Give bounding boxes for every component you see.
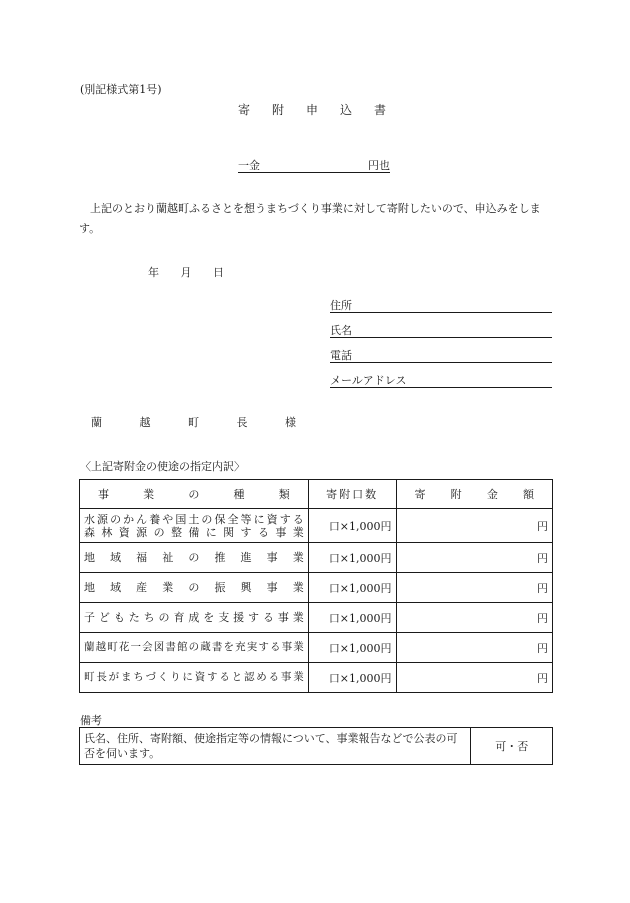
address-label: 住所 — [330, 299, 352, 312]
project-name — [80, 509, 309, 543]
usage-table-header — [80, 480, 553, 509]
header-units: 寄附口数 — [308, 480, 396, 509]
units-cell[interactable]: 口×1,000円 — [308, 573, 396, 603]
project-name: 地域産業の振興事業 — [80, 573, 309, 603]
table-row — [80, 509, 553, 543]
project-name-line2: 森林資源の整備に関する事業 — [84, 525, 304, 539]
application-statement — [79, 199, 554, 239]
remarks-title: 備考 — [80, 714, 102, 727]
address-field[interactable] — [330, 297, 552, 313]
amount-field[interactable] — [238, 157, 390, 173]
email-label: メールアドレス — [330, 374, 407, 387]
amount-suffix: 円也 — [368, 159, 390, 172]
header-amount: 寄附金額 — [396, 480, 552, 509]
units-cell[interactable]: 口×1,000円 — [308, 603, 396, 633]
units-cell[interactable]: 口×1,000円 — [308, 543, 396, 573]
amount-cell[interactable]: 円 — [396, 633, 552, 663]
table-row — [80, 573, 553, 603]
name-label: 氏名 — [330, 324, 352, 337]
amount-cell[interactable]: 円 — [396, 663, 552, 693]
units-cell[interactable]: 口×1,000円 — [308, 633, 396, 663]
date-line[interactable]: 年 月 日 — [148, 266, 226, 279]
amount-cell[interactable]: 円 — [396, 509, 552, 543]
form-number: (別記様式第1号) — [80, 83, 162, 96]
project-name: 町長がまちづくりに資すると認める事業 — [80, 663, 309, 693]
amount-cell[interactable]: 円 — [396, 603, 552, 633]
project-name-line1: 水源のかん養や国土の保全等に資する — [84, 512, 304, 526]
table-row — [80, 663, 553, 693]
phone-field[interactable] — [330, 347, 552, 363]
addressee: 蘭 越 町 長 様 — [91, 416, 306, 429]
remarks-text: 氏名、住所、寄附額、使途指定等の情報について、事業報告などで公表の可否を伺います。 — [80, 728, 471, 765]
usage-section-title: 〈上記寄附金の使途の指定内訳〉 — [80, 460, 245, 473]
phone-label: 電話 — [330, 349, 352, 362]
publish-consent-option[interactable]: 可・否 — [471, 728, 553, 765]
units-cell[interactable]: 口×1,000円 — [308, 663, 396, 693]
project-name: 地域福祉の推進事業 — [80, 543, 309, 573]
remarks-table — [79, 727, 553, 765]
table-row — [80, 543, 553, 573]
units-cell[interactable]: 口×1,000円 — [308, 509, 396, 543]
document-title: 寄附申込書 — [238, 103, 409, 117]
application-statement-text: 上記のとおり蘭越町ふるさとを想うまちづくり事業に対して寄附したいので、申込みをします。 — [79, 202, 541, 235]
table-row — [80, 633, 553, 663]
remarks-row — [80, 728, 553, 765]
amount-cell[interactable]: 円 — [396, 543, 552, 573]
usage-table — [79, 479, 553, 693]
amount-cell[interactable]: 円 — [396, 573, 552, 603]
email-field[interactable] — [330, 372, 552, 388]
project-name: 蘭越町花一会図書館の蔵書を充実する事業 — [80, 633, 309, 663]
table-row — [80, 603, 553, 633]
project-name: 子どもたちの育成を支援する事業 — [80, 603, 309, 633]
name-field[interactable] — [330, 322, 552, 338]
header-project-type: 事業の種類 — [80, 480, 309, 509]
amount-prefix: 一金 — [238, 159, 260, 172]
